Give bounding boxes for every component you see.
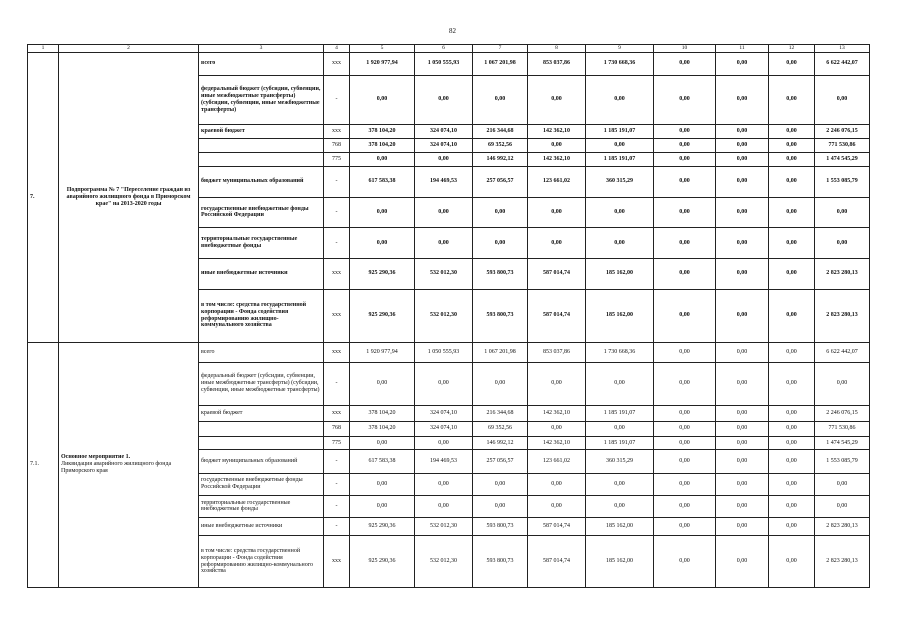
funding-source: в том числе: средства государственной корпорации - Фонда содействия реформированию жилищно-коммунального хозяйства [199,289,324,342]
amount-cell: 146 992,12 [473,436,528,450]
amount-cell: 0,00 [654,436,716,450]
budget-table [27,44,870,588]
funding-source: территориальные государственные внебюджетные фонды [199,228,324,259]
amount-cell: 0,00 [350,473,415,495]
amount-cell: 0,00 [716,342,769,362]
amount-cell: 0,00 [654,342,716,362]
amount-cell: 925 290,36 [350,258,415,289]
amount-cell: 0,00 [769,289,815,342]
amount-cell: 0,00 [769,139,815,153]
budget-code: ххх [324,124,350,139]
budget-code: - [324,166,350,197]
funding-source [199,153,324,167]
amount-cell: 0,00 [769,421,815,436]
amount-cell: 0,00 [528,421,586,436]
amount-cell: 0,00 [528,197,586,228]
amount-cell: 378 104,20 [350,405,415,421]
amount-cell: 0,00 [716,153,769,167]
amount-cell: 324 074,10 [415,405,473,421]
amount-cell: 593 800,73 [473,536,528,588]
funding-source: федеральный бюджет (субсидии, субвенции, иные межбюджетные трансферты) (субсидии, субвенции, иные межбюджетные трансферты) [199,362,324,405]
amount-cell: 0,00 [586,197,654,228]
budget-code: - [324,518,350,536]
amount-cell: 324 074,10 [415,421,473,436]
amount-cell: 0,00 [473,473,528,495]
funding-source [199,139,324,153]
budget-code: 775 [324,153,350,167]
column-number: 10 [654,45,716,53]
amount-cell: 0,00 [586,228,654,259]
amount-cell: 925 290,36 [350,289,415,342]
budget-code: ххх [324,289,350,342]
funding-source: государственные внебюджетные фонды Российской Федерации [199,197,324,228]
amount-cell: 1 474 545,29 [815,153,870,167]
amount-cell: 2 823 280,13 [815,289,870,342]
amount-cell: 587 014,74 [528,289,586,342]
amount-cell: 6 622 442,07 [815,342,870,362]
amount-cell: 2 246 076,15 [815,405,870,421]
amount-cell: 1 920 977,94 [350,52,415,75]
amount-cell: 123 661,02 [528,166,586,197]
amount-cell: 185 162,00 [586,536,654,588]
amount-cell: 1 185 191,07 [586,124,654,139]
amount-cell: 0,00 [528,495,586,517]
amount-cell: 925 290,36 [350,536,415,588]
amount-cell: 324 074,10 [415,124,473,139]
amount-cell: 0,00 [415,473,473,495]
column-number: 12 [769,45,815,53]
program-name-text: Ликвидация аварийного жилищного фонда Приморского края [61,461,172,475]
amount-cell: 0,00 [716,289,769,342]
amount-cell: 1 553 085,79 [815,166,870,197]
amount-cell: 0,00 [769,228,815,259]
amount-cell: 0,00 [350,362,415,405]
amount-cell: 2 823 280,13 [815,518,870,536]
amount-cell: 617 583,38 [350,450,415,473]
amount-cell: 1 067 201,98 [473,52,528,75]
amount-cell: 360 315,29 [586,166,654,197]
amount-cell: 532 012,30 [415,289,473,342]
amount-cell: 0,00 [815,495,870,517]
amount-cell: 0,00 [415,197,473,228]
amount-cell: 0,00 [586,76,654,125]
amount-cell: 0,00 [654,258,716,289]
funding-source: в том числе: средства государственной корпорации - Фонда содействия реформированию жилищно-коммунального хозяйства [199,536,324,588]
column-number: 5 [350,45,415,53]
amount-cell: 0,00 [769,124,815,139]
amount-cell: 0,00 [654,76,716,125]
amount-cell: 1 185 191,07 [586,405,654,421]
amount-cell: 216 344,68 [473,124,528,139]
amount-cell: 0,00 [654,518,716,536]
funding-source: государственные внебюджетные фонды Российской Федерации [199,473,324,495]
amount-cell: 0,00 [415,362,473,405]
amount-cell: 0,00 [654,362,716,405]
amount-cell: 0,00 [350,197,415,228]
amount-cell: 69 352,56 [473,139,528,153]
amount-cell: 0,00 [716,450,769,473]
amount-cell: 617 583,38 [350,166,415,197]
budget-code: - [324,197,350,228]
amount-cell: 0,00 [769,405,815,421]
amount-cell: 0,00 [769,436,815,450]
amount-cell: 0,00 [815,362,870,405]
budget-code: ххх [324,258,350,289]
amount-cell: 0,00 [716,436,769,450]
amount-cell: 360 315,29 [586,450,654,473]
budget-code: ххх [324,405,350,421]
amount-cell: 0,00 [586,139,654,153]
amount-cell: 0,00 [769,518,815,536]
amount-cell: 0,00 [415,153,473,167]
amount-cell: 771 530,86 [815,139,870,153]
amount-cell: 0,00 [350,76,415,125]
budget-code: - [324,228,350,259]
amount-cell: 0,00 [654,139,716,153]
budget-code: 775 [324,436,350,450]
funding-source: краевой бюджет [199,124,324,139]
amount-cell: 0,00 [586,473,654,495]
budget-code: ххх [324,342,350,362]
program-name-title: Основное мероприятие 1. [61,454,131,461]
amount-cell: 0,00 [769,473,815,495]
amount-cell: 0,00 [716,76,769,125]
amount-cell: 142 362,10 [528,405,586,421]
amount-cell: 0,00 [654,495,716,517]
amount-cell: 1 730 668,36 [586,342,654,362]
budget-code: 768 [324,139,350,153]
column-number: 6 [415,45,473,53]
amount-cell: 185 162,00 [586,518,654,536]
funding-source [199,421,324,436]
column-number: 2 [59,45,199,53]
amount-cell: 2 823 280,13 [815,536,870,588]
amount-cell: 0,00 [716,258,769,289]
amount-cell: 123 661,02 [528,450,586,473]
amount-cell: 0,00 [769,450,815,473]
amount-cell: 587 014,74 [528,258,586,289]
amount-cell: 185 162,00 [586,258,654,289]
funding-source: территориальные государственные внебюджетные фонды [199,495,324,517]
amount-cell: 0,00 [350,228,415,259]
page-number: 82 [449,27,456,35]
budget-code: - [324,473,350,495]
amount-cell: 194 469,53 [415,166,473,197]
amount-cell: 0,00 [769,258,815,289]
funding-source [199,436,324,450]
amount-cell: 0,00 [769,153,815,167]
amount-cell: 0,00 [654,450,716,473]
amount-cell: 146 992,12 [473,153,528,167]
funding-source: иные внебюджетные источники [199,518,324,536]
funding-source: всего [199,52,324,75]
amount-cell: 1 553 085,79 [815,450,870,473]
funding-source: всего [199,342,324,362]
amount-cell: 593 800,73 [473,518,528,536]
column-number-row [28,45,870,53]
amount-cell: 0,00 [528,473,586,495]
amount-cell: 0,00 [473,362,528,405]
amount-cell: 0,00 [528,139,586,153]
amount-cell: 0,00 [586,495,654,517]
amount-cell: 0,00 [415,228,473,259]
amount-cell: 0,00 [716,536,769,588]
column-number: 7 [473,45,528,53]
table-row [28,342,870,362]
amount-cell: 1 920 977,94 [350,342,415,362]
amount-cell: 0,00 [716,518,769,536]
column-number: 3 [199,45,324,53]
amount-cell: 0,00 [586,362,654,405]
amount-cell: 0,00 [654,166,716,197]
funding-source: бюджет муниципальных образований [199,450,324,473]
amount-cell: 1 067 201,98 [473,342,528,362]
amount-cell: 593 800,73 [473,258,528,289]
amount-cell: 0,00 [528,76,586,125]
amount-cell: 378 104,20 [350,124,415,139]
amount-cell: 0,00 [350,495,415,517]
amount-cell: 1 185 191,07 [586,436,654,450]
amount-cell: 853 037,86 [528,52,586,75]
amount-cell: 216 344,68 [473,405,528,421]
amount-cell: 1 050 555,93 [415,342,473,362]
amount-cell: 0,00 [716,495,769,517]
amount-cell: 0,00 [473,228,528,259]
amount-cell: 0,00 [815,473,870,495]
amount-cell: 925 290,36 [350,518,415,536]
amount-cell: 0,00 [716,166,769,197]
program-name: Подпрограмма № 7 "Переселение граждан из аварийного жилищного фонда в Приморском крае" на 2013-2020 годы [59,52,199,342]
budget-code: 768 [324,421,350,436]
amount-cell: 0,00 [769,197,815,228]
amount-cell: 0,00 [654,124,716,139]
amount-cell: 0,00 [716,124,769,139]
amount-cell: 0,00 [716,228,769,259]
amount-cell: 853 037,86 [528,342,586,362]
amount-cell: 0,00 [815,197,870,228]
amount-cell: 0,00 [350,153,415,167]
amount-cell: 0,00 [654,405,716,421]
amount-cell: 378 104,20 [350,421,415,436]
amount-cell: 0,00 [654,52,716,75]
amount-cell: 0,00 [716,405,769,421]
amount-cell: 0,00 [769,76,815,125]
amount-cell: 0,00 [654,197,716,228]
amount-cell: 2 246 076,15 [815,124,870,139]
funding-source: бюджет муниципальных образований [199,166,324,197]
amount-cell: 0,00 [528,228,586,259]
budget-code: - [324,495,350,517]
table-row [28,52,870,75]
amount-cell: 532 012,30 [415,518,473,536]
amount-cell: 0,00 [769,166,815,197]
amount-cell: 0,00 [654,421,716,436]
amount-cell: 142 362,10 [528,124,586,139]
budget-code: - [324,76,350,125]
amount-cell: 378 104,20 [350,139,415,153]
amount-cell: 1 185 191,07 [586,153,654,167]
amount-cell: 69 352,56 [473,421,528,436]
amount-cell: 0,00 [586,421,654,436]
amount-cell: 257 056,57 [473,450,528,473]
amount-cell: 0,00 [716,52,769,75]
amount-cell: 0,00 [654,536,716,588]
program-name [59,342,199,587]
amount-cell: 1 474 545,29 [815,436,870,450]
amount-cell: 0,00 [716,421,769,436]
amount-cell: 0,00 [654,473,716,495]
budget-code: - [324,450,350,473]
amount-cell: 194 469,53 [415,450,473,473]
amount-cell: 6 622 442,07 [815,52,870,75]
amount-cell: 0,00 [769,495,815,517]
amount-cell: 324 074,10 [415,139,473,153]
amount-cell: 0,00 [654,289,716,342]
amount-cell: 0,00 [654,228,716,259]
amount-cell: 142 362,10 [528,153,586,167]
amount-cell: 0,00 [769,342,815,362]
amount-cell: 0,00 [716,362,769,405]
amount-cell: 0,00 [415,436,473,450]
budget-code: - [324,362,350,405]
column-number: 13 [815,45,870,53]
amount-cell: 2 823 280,13 [815,258,870,289]
column-number: 9 [586,45,654,53]
amount-cell: 0,00 [769,362,815,405]
amount-cell: 0,00 [716,473,769,495]
funding-source: краевой бюджет [199,405,324,421]
amount-cell: 0,00 [473,197,528,228]
amount-cell: 587 014,74 [528,536,586,588]
funding-source: иные внебюджетные источники [199,258,324,289]
amount-cell: 0,00 [654,153,716,167]
column-number: 1 [28,45,59,53]
row-index: 7. [28,52,59,342]
amount-cell: 532 012,30 [415,258,473,289]
amount-cell: 593 800,73 [473,289,528,342]
amount-cell: 0,00 [415,76,473,125]
amount-cell: 1 730 668,36 [586,52,654,75]
row-index: 7.1. [28,342,59,587]
amount-cell: 0,00 [473,495,528,517]
amount-cell: 0,00 [350,436,415,450]
budget-code: ххх [324,52,350,75]
amount-cell: 257 056,57 [473,166,528,197]
amount-cell: 771 530,86 [815,421,870,436]
column-number: 11 [716,45,769,53]
amount-cell: 185 162,00 [586,289,654,342]
column-number: 8 [528,45,586,53]
amount-cell: 0,00 [815,228,870,259]
column-number: 4 [324,45,350,53]
amount-cell: 532 012,30 [415,536,473,588]
amount-cell: 0,00 [716,139,769,153]
amount-cell: 0,00 [528,362,586,405]
budget-code: ххх [324,536,350,588]
amount-cell: 0,00 [415,495,473,517]
amount-cell: 142 362,10 [528,436,586,450]
amount-cell: 0,00 [769,52,815,75]
amount-cell: 587 014,74 [528,518,586,536]
amount-cell: 1 050 555,93 [415,52,473,75]
amount-cell: 0,00 [716,197,769,228]
amount-cell: 0,00 [473,76,528,125]
funding-source: федеральный бюджет (субсидии, субвенции, иные межбюджетные трансферты) (субсидии, субвенции, иные межбюджетные трансферты) [199,76,324,125]
amount-cell: 0,00 [769,536,815,588]
amount-cell: 0,00 [815,76,870,125]
